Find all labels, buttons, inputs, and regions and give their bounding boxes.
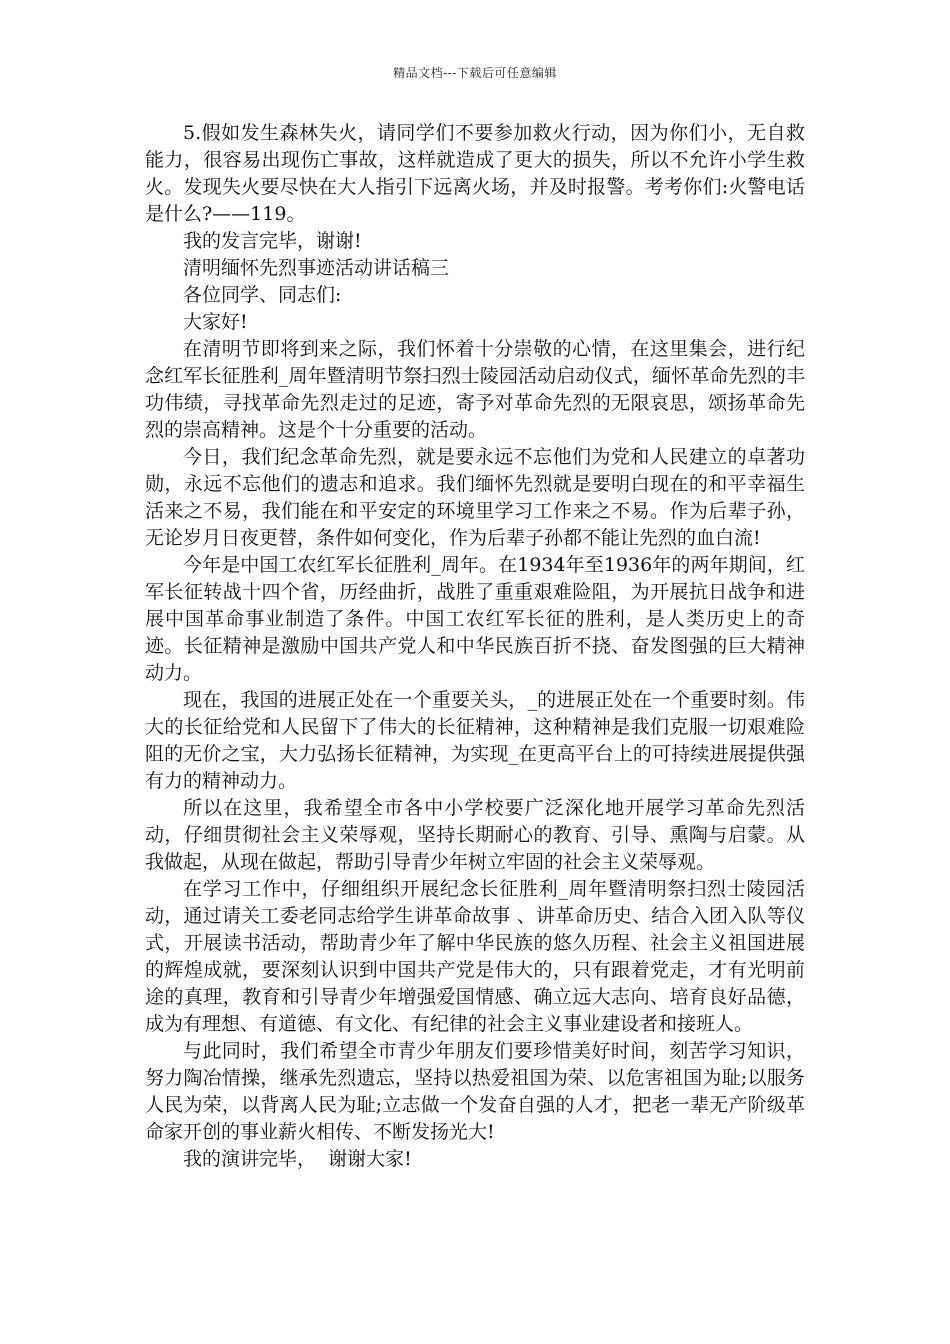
speech-title: 清明缅怀先烈事迹活动讲话稿三 bbox=[183, 257, 450, 279]
paragraph-long-march: 今年是中国工农红军长征胜利_周年。在1934年至1936年的两年期间，红军长征转战十四个省，历经曲折，战胜了重重艰难险阻，为开展抗日战争和进展中国革命事业制造了条件。中国工农红军长征的胜利，是人类历史上的奇迹。长征精神是激励中国共产党人和中华民族百折不挠、奋发图强的巨大精神动力。 bbox=[145, 554, 805, 684]
salutation: 各位同学、同志们: bbox=[183, 284, 342, 306]
paragraph-present: 现在，我国的进展正处在一个重要关头，_的进展正处在一个重要时刻。伟大的长征给党和人民留下了伟大的长征精神，这种精神是我们克服一切艰难险阻的无价之宝，大力弘扬长征精神，为实现_在更高平台上的可持续进展提供强有力的精神动力。 bbox=[145, 689, 805, 792]
paragraph-hope-schools: 所以在这里，我希望全市各中小学校要广泛深化地开展学习革命先烈活动，仔细贯彻社会主义荣辱观，坚持长期耐心的教育、引导、熏陶与启蒙。从我做起，从现在做起，帮助引导青少年树立牢固的社会主义荣辱观。 bbox=[145, 797, 805, 873]
document-body bbox=[145, 120, 805, 1173]
paragraph-closing-thanks: 我的发言完毕，谢谢! bbox=[183, 230, 362, 252]
paragraph-activities: 在学习工作中，仔细组织开展纪念长征胜利_周年暨清明祭扫烈士陵园活动，通过请关工委老同志给学生讲革命故事 、讲革命历史、结合入团入队等仪式，开展读书活动，帮助青少年了解中华民族的悠久历程、社会主义祖国进展的辉煌成就，要深刻认识到中国共产党是伟大的，只有跟着党走，才有光明前途的真理，教育和引导青少年增强爱国情感、确立远大志向、培育良好品德，成为有理想、有道德、有文化、有纪律的社会主义事业建设者和接班人。 bbox=[145, 878, 805, 1035]
paragraph-youth: 与此同时，我们希望全市青少年朋友们要珍惜美好时间，刻苦学习知识，努力陶冶情操，继承先烈遗忘，坚持以热爱祖国为荣、以危害祖国为耻;以服务人民为荣，以背离人民为耻;立志做一个发奋自强的人才，把老一辈无产阶级革命家开创的事业薪火相传、不断发扬光大! bbox=[145, 1040, 805, 1143]
paragraph-fire-safety: 5.假如发生森林失火，请同学们不要参加救火行动，因为你们小，无自救能力，很容易出现伤亡事故，这样就造成了更大的损失，所以不允许小学生救火。发现失火要尽快在大人指引下远离火场，并及时报警。考考你们:火警电话是什么?——119。 bbox=[145, 122, 805, 225]
page-header: 精品文档---下载后可任意编辑 bbox=[393, 66, 557, 80]
paragraph-commemorate: 今日，我们纪念革命先烈，就是要永远不忘他们为党和人民建立的卓著功勋，永远不忘他们的遗志和追求。我们缅怀先烈就是要明白现在的和平幸福生活来之不易，我们能在和平安定的环境里学习工作来之不易。作为后辈子孙，无论岁月日夜更替，条件如何变化，作为后辈子孙都不能让先烈的血白流! bbox=[145, 446, 805, 549]
paragraph-speech-end: 我的演讲完毕， 谢谢大家! bbox=[183, 1148, 412, 1170]
greeting: 大家好! bbox=[183, 311, 248, 333]
paragraph-intro: 在清明节即将到来之际，我们怀着十分崇敬的心情，在这里集会，进行纪念红军长征胜利_周年暨清明节祭扫烈士陵园活动启动仪式，缅怀革命先烈的丰功伟绩，寻找革命先烈走过的足迹，寄予对革命先烈的无限哀思，颂扬革命先烈的崇高精神。这是个十分重要的活动。 bbox=[145, 338, 805, 441]
